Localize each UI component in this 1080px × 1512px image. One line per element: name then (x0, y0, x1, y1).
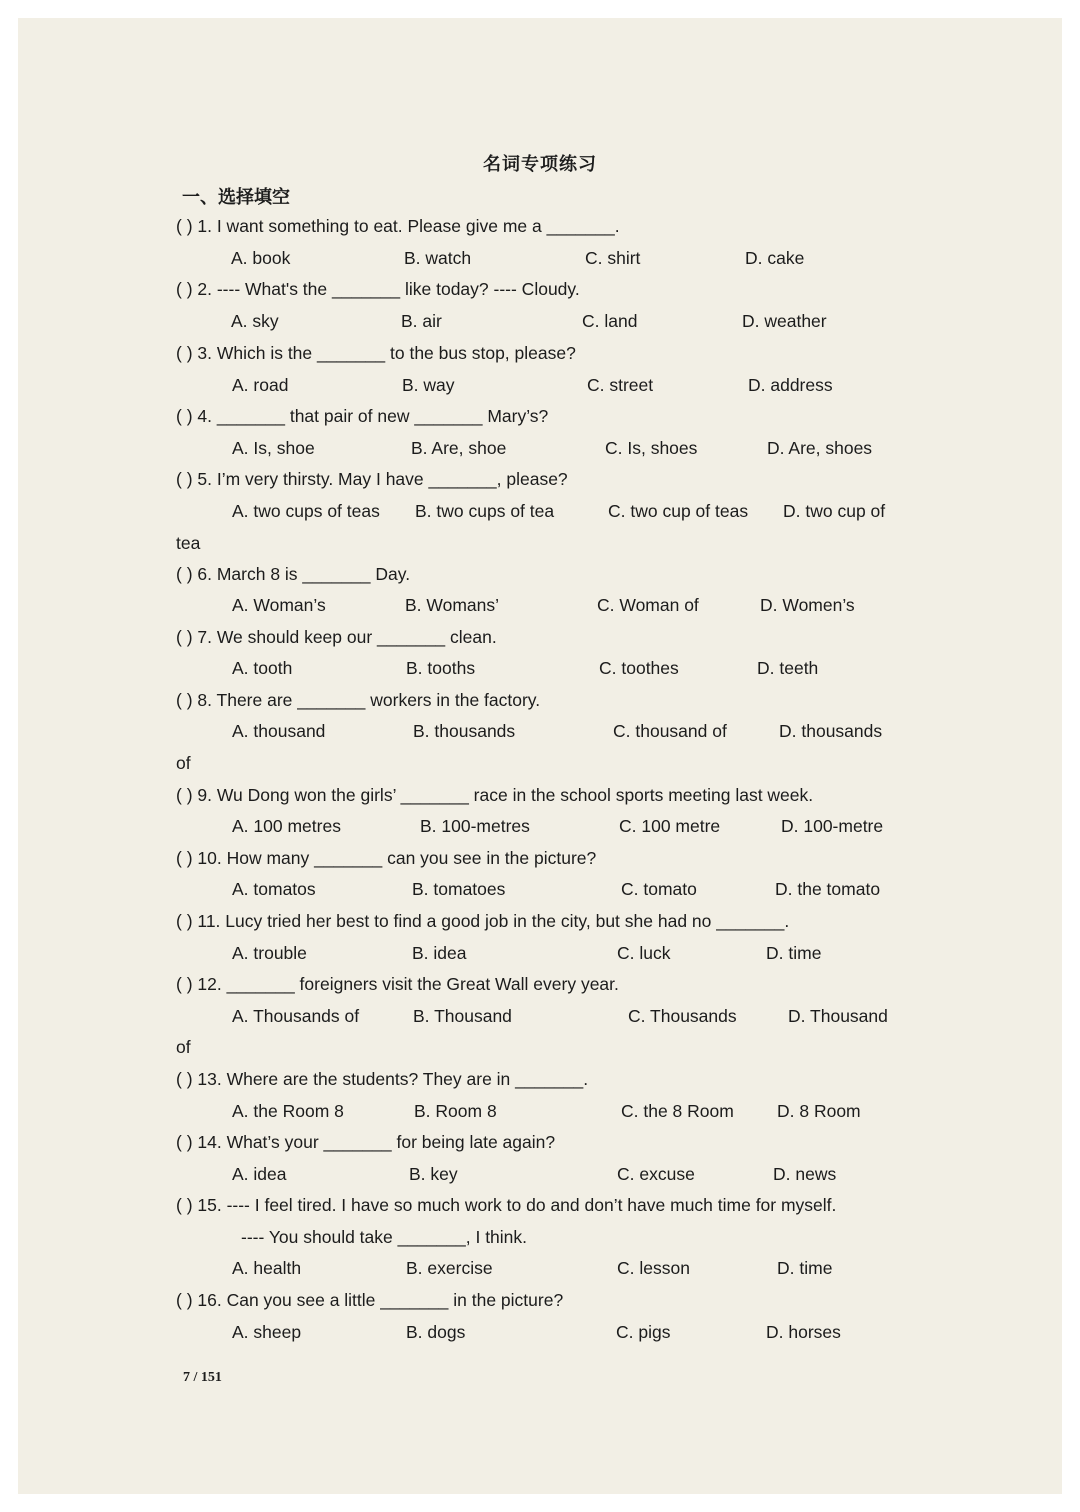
question-7-stem: ( ) 7. We should keep our _______ clean. (176, 627, 497, 647)
question-10-option-a: A. tomatos (232, 879, 316, 899)
question-2-stem: ( ) 2. ---- What's the _______ like today? ---- Cloudy. (176, 279, 580, 299)
question-1-option-c: C. shirt (585, 248, 641, 268)
question-15-stem: ( ) 15. ---- I feel tired. I have so much work to do and don’t have much time for myself. (176, 1195, 837, 1215)
question-14-option-a: A. idea (232, 1164, 287, 1184)
question-5-option-d-wrap: tea (176, 533, 201, 553)
question-8-stem: ( ) 8. There are _______ workers in the factory. (176, 690, 541, 710)
question-8-option-a: A. thousand (232, 721, 326, 741)
question-6-option-a: A. Woman’s (232, 595, 326, 615)
question-4-option-a: A. Is, shoe (232, 438, 315, 458)
question-12-option-c: C. Thousands (628, 1006, 737, 1026)
question-16-stem: ( ) 16. Can you see a little _______ in the picture? (176, 1290, 564, 1310)
question-16-option-a: A. sheep (232, 1322, 302, 1342)
question-8-option-d: D. thousands (779, 721, 883, 741)
question-7-option-c: C. toothes (599, 658, 679, 678)
question-10-stem: ( ) 10. How many _______ can you see in the picture? (176, 848, 597, 868)
question-5-option-c: C. two cup of teas (608, 501, 749, 521)
question-5-option-d: D. two cup of (783, 501, 886, 521)
question-13-option-c: C. the 8 Room (621, 1101, 734, 1121)
question-10-option-b: B. tomatoes (412, 879, 506, 899)
question-4-option-d: D. Are, shoes (767, 438, 873, 458)
question-12-stem: ( ) 12. _______ foreigners visit the Great Wall every year. (176, 974, 619, 994)
section-heading: 一、选择填空 (182, 187, 290, 208)
page-title: 名词专项练习 (483, 154, 597, 175)
question-16-option-c: C. pigs (616, 1322, 671, 1342)
question-13-option-b: B. Room 8 (414, 1101, 497, 1121)
question-9-stem: ( ) 9. Wu Dong won the girls’ _______ race in the school sports meeting last week. (176, 785, 814, 805)
question-9-option-a: A. 100 metres (232, 816, 341, 836)
question-9-option-b: B. 100-metres (420, 816, 530, 836)
question-6-option-b: B. Womans’ (405, 595, 500, 615)
page-number: 7 / 151 (183, 1370, 222, 1385)
question-3-option-b: B. way (402, 375, 455, 395)
question-7-option-a: A. tooth (232, 658, 293, 678)
question-6-stem: ( ) 6. March 8 is _______ Day. (176, 564, 411, 584)
page-sheet (18, 18, 1062, 1494)
question-7-option-b: B. tooths (406, 658, 476, 678)
question-4-option-c: C. Is, shoes (605, 438, 698, 458)
question-5-stem: ( ) 5. I’m very thirsty. May I have _______, please? (176, 469, 568, 489)
question-7-option-d: D. teeth (757, 658, 819, 678)
question-11-option-a: A. trouble (232, 943, 307, 963)
question-12-option-b: B. Thousand (413, 1006, 512, 1026)
question-2-option-d: D. weather (742, 311, 827, 331)
question-12-option-d-wrap: of (176, 1037, 191, 1057)
question-8-option-b: B. thousands (413, 721, 516, 741)
question-16-option-b: B. dogs (406, 1322, 466, 1342)
question-14-stem: ( ) 14. What’s your _______ for being late again? (176, 1132, 556, 1152)
question-6-option-c: C. Woman of (597, 595, 699, 615)
question-2-option-b: B. air (401, 311, 442, 331)
question-1-option-d: D. cake (745, 248, 805, 268)
question-13-option-d: D. 8 Room (777, 1101, 861, 1121)
question-11-option-d: D. time (766, 943, 822, 963)
question-5-option-a: A. two cups of teas (232, 501, 380, 521)
question-8-option-c: C. thousand of (613, 721, 727, 741)
question-14-option-b: B. key (409, 1164, 458, 1184)
question-3-option-a: A. road (232, 375, 289, 395)
question-1-option-b: B. watch (404, 248, 472, 268)
question-16-option-d: D. horses (766, 1322, 841, 1342)
question-14-option-d: D. news (773, 1164, 837, 1184)
question-15-option-b: B. exercise (406, 1258, 493, 1278)
question-13-option-a: A. the Room 8 (232, 1101, 344, 1121)
question-12-option-a: A. Thousands of (232, 1006, 360, 1026)
question-11-stem: ( ) 11. Lucy tried her best to find a good job in the city, but she had no _______. (176, 911, 790, 931)
question-3-stem: ( ) 3. Which is the _______ to the bus stop, please? (176, 343, 576, 363)
question-13-stem: ( ) 13. Where are the students? They are in _______. (176, 1069, 589, 1089)
question-9-option-c: C. 100 metre (619, 816, 721, 836)
question-5-option-b: B. two cups of tea (415, 501, 555, 521)
question-12-option-d: D. Thousand (788, 1006, 888, 1026)
question-1-option-a: A. book (231, 248, 291, 268)
question-9-option-d: D. 100-metre (781, 816, 884, 836)
question-4-stem: ( ) 4. _______ that pair of new _______ Mary’s? (176, 406, 549, 426)
question-10-option-d: D. the tomato (775, 879, 881, 899)
question-3-option-c: C. street (587, 375, 654, 395)
question-6-option-d: D. Women’s (760, 595, 855, 615)
question-15-stem-reply: ---- You should take _______, I think. (241, 1227, 528, 1247)
question-15-option-c: C. lesson (617, 1258, 690, 1278)
question-3-option-d: D. address (748, 375, 833, 395)
question-10-option-c: C. tomato (621, 879, 697, 899)
question-2-option-a: A. sky (231, 311, 279, 331)
question-1-stem: ( ) 1. I want something to eat. Please give me a _______. (176, 216, 620, 236)
question-15-option-a: A. health (232, 1258, 302, 1278)
question-2-option-c: C. land (582, 311, 638, 331)
question-11-option-b: B. idea (412, 943, 467, 963)
question-15-option-d: D. time (777, 1258, 833, 1278)
question-4-option-b: B. Are, shoe (411, 438, 507, 458)
question-8-option-d-wrap: of (176, 753, 191, 773)
question-11-option-c: C. luck (617, 943, 671, 963)
question-14-option-c: C. excuse (617, 1164, 695, 1184)
